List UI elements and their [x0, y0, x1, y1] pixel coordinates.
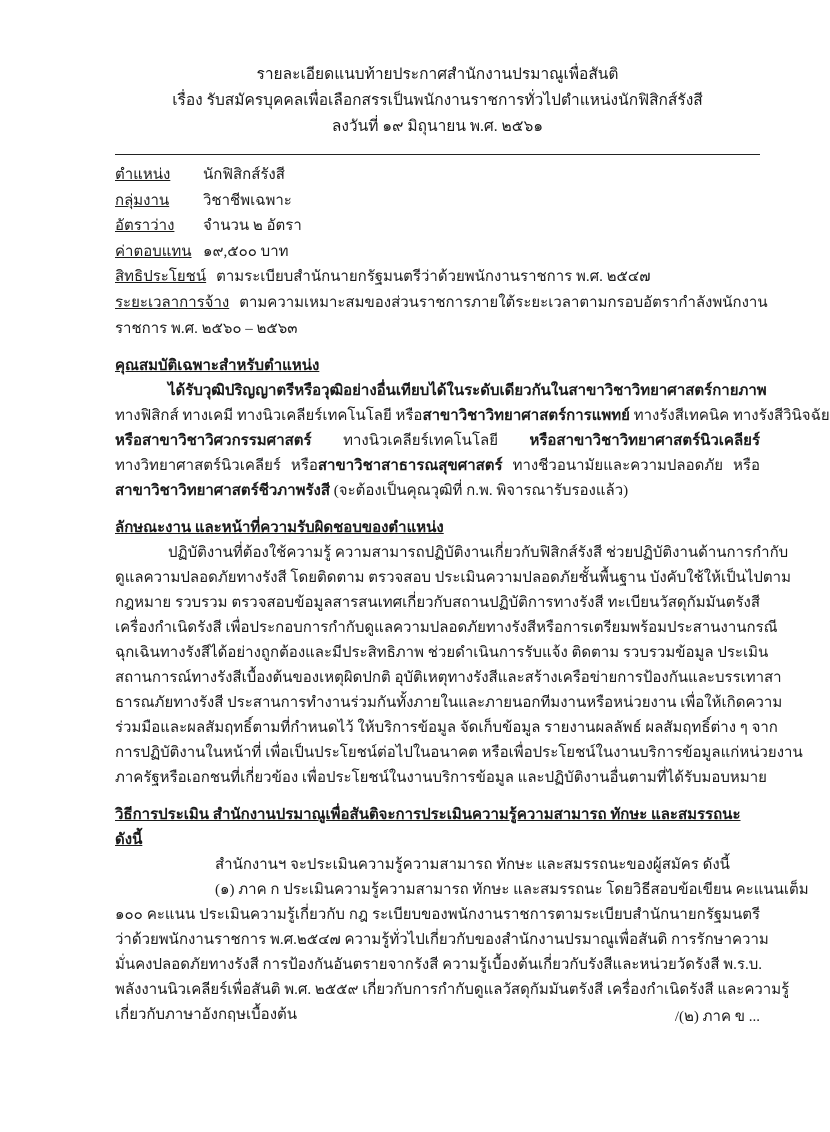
text-segment: กฎหมาย รวบรวม ตรวจสอบข้อมูลสารสนเทศเกี่ยวกับสถานปฏิบัติการทางรังสี ทะเบียนวัสดุกัมมันตรังสี	[115, 595, 760, 612]
text-line	[115, 616, 778, 641]
text-segment: ร่วมมือและผลสัมฤทธิ์ตามที่กำหนดไว้ ให้บริการข้อมูล จัดเก็บข้อมูล รายงานผลลัพธ์ ผลสัมฤทธิ์ต่าง ๆ จาก	[115, 720, 778, 737]
field-row	[115, 214, 760, 240]
field-label: ตำแหน่ง	[115, 167, 171, 183]
bold-text: สาขาวิชาวิทยาศาสตร์ชีวภาพรังสี	[115, 483, 331, 500]
continuation-note: /(๒) ภาค ข ...	[674, 1009, 760, 1025]
section-heading: คุณสมบัติเฉพาะสำหรับตำแหน่ง	[115, 358, 320, 375]
field-value: ตามความเหมาะสมของส่วนราชการภายใต้ระยะเวลาตามกรอบอัตรากำลังพนักงาน	[239, 294, 768, 311]
text-line	[115, 454, 760, 479]
bold-text: สาขาวิชาวิทยาศาสตร์การแพทย์	[422, 408, 630, 425]
bold-text: หรือสาขาวิชาวิทยาศาสตร์นิวเคลียร์	[529, 433, 760, 450]
bold-text: ได้รับวุฒิปริญญาตรีหรือวุฒิอย่างอื่นเทียบได้ในระดับเดียวกันในสาขาวิชาวิทยาศาสตร์กายภาพ	[168, 383, 767, 400]
divider	[115, 154, 760, 155]
text-line	[115, 379, 767, 404]
field-label: ค่าตอบแทน	[115, 243, 192, 260]
field-label: อัตราว่าง	[115, 218, 175, 235]
text-line	[115, 928, 769, 953]
title-line-1: รายละเอียดแนบท้ายประกาศสำนักงานปรมาณูเพื่อสันติ	[256, 66, 619, 83]
field-row	[115, 163, 760, 189]
text-segment: ทางชีวอนามัยและความปลอดภัย หรือ	[502, 458, 760, 475]
text-segment: ๑๐๐ คะแนน ประเมินความรู้เกี่ยวกับ กฎ ระเบียบของพนักงานราชการตามระเบียบสำนักนายกรัฐมนตรี	[115, 907, 760, 924]
text-line	[115, 404, 830, 429]
text-segment: การปฏิบัติงานในหน้าที่ เพื่อเป็นประโยชน์ต่อไปในอนาคต หรือเพื่อประโยชน์ในงานบริการข้อมูลแก่หน่วยงาน	[115, 745, 803, 762]
text-segment: เกี่ยวกับภาษาอังกฤษเบื้องต้น	[115, 1007, 298, 1024]
text-line	[115, 1003, 760, 1028]
text-segment: ดูแลความปลอดภัยทางรังสี โดยติดตาม ตรวจสอบ ประเมินความปลอดภัยชั้นพื้นฐาน บังคับใช้ให้เป็นไปตาม	[115, 570, 791, 587]
section	[115, 516, 803, 791]
text-segment: ทางนิวเคลียร์เทคโนโลยี	[311, 433, 530, 450]
text-line	[115, 666, 782, 691]
field-duration-cont: ราชการ พ.ศ. ๒๕๖๐ – ๒๕๖๓	[115, 320, 298, 337]
text-line	[115, 541, 789, 566]
field-value: วิชาชีพเฉพาะ	[203, 192, 292, 209]
text-segment: ทางวิทยาศาสตร์นิวเคลียร์ หรือ	[115, 458, 318, 475]
field-row	[115, 189, 760, 215]
field-row	[115, 240, 760, 266]
section-intro: สำนักงานฯ จะประเมินความรู้ความสามารถ ทักษะ และสมรรถนะของผู้สมัคร ดังนี้	[215, 857, 730, 874]
field-label: กลุ่มงาน	[115, 192, 170, 209]
text-segment: ปฏิบัติงานที่ต้องใช้ความรู้ ความสามารถปฏิบัติงานเกี่ยวกับฟิสิกส์รังสี ช่วยปฏิบัติงานด้านการกำกับ	[168, 545, 789, 562]
text-line	[115, 429, 760, 454]
section-heading: วิธีการประเมิน สำนักงานปรมาณูเพื่อสันติจะการประเมินความรู้ความสามารถ ทักษะ และสมรรถนะ ดังนี้	[115, 807, 741, 849]
field-value: ๑๙,๕๐๐ บาท	[203, 243, 289, 260]
text-line	[115, 766, 767, 791]
title-line-3: ลงวันที่ ๑๙ มิถุนายน พ.ศ. ๒๕๖๑	[331, 118, 544, 135]
field-duration	[115, 291, 768, 317]
sections	[115, 354, 830, 1028]
section	[115, 354, 830, 504]
text-line	[115, 691, 783, 716]
text-segment: เครื่องกำเนิดรังสี เพื่อประกอบการกำกับดูแลความปลอดภัยทางรังสีหรือการเตรียมพร้อมประสานงานกรณี	[115, 620, 778, 637]
text-line	[115, 591, 760, 616]
text-segment: ทางฟิสิกส์ ทางเคมี ทางนิวเคลียร์เทคโนโลยี หรือ	[115, 408, 423, 425]
bold-text: หรือสาขาวิชาวิศวกรรมศาสตร์	[115, 433, 312, 450]
field-label: ระยะเวลาการจ้าง	[115, 294, 230, 311]
field-value: ตามระเบียบสำนักนายกรัฐมนตรีว่าด้วยพนักงานราชการ พ.ศ. ๒๕๔๗	[216, 269, 651, 286]
bold-text: สาขาวิชาสาธารณสุขศาสตร์	[317, 458, 503, 475]
text-segment: พลังงานนิวเคลียร์เพื่อสันติ พ.ศ. ๒๕๕๙ เกี่ยวกับการกำกับดูแลวัสดุกัมมันตรังสี เครื่องกำเนิดรังสี และความรู้	[115, 982, 790, 999]
text-line	[115, 903, 760, 928]
title-line-2: เรื่อง รับสมัครบุคคลเพื่อเลือกสรรเป็นพนักงานราชการทั่วไปตำแหน่งนักฟิสิกส์รังสี	[172, 92, 703, 109]
text-segment: (๑) ภาค ก ประเมินความรู้ความสามารถ ทักษะ และสมรรถนะ โดยวิธีสอบข้อเขียน คะแนนเต็ม	[215, 882, 809, 899]
section-heading: ลักษณะงาน และหน้าที่ความรับผิดชอบของตำแหน่ง	[115, 520, 444, 537]
text-segment: ภาครัฐหรือเอกชนที่เกี่ยวข้อง เพื่อประโยชน์ในงานบริการข้อมูล และปฏิบัติงานอื่นตามที่ได้รับมอบหมาย	[115, 770, 767, 787]
text-segment: ว่าด้วยพนักงานราชการ พ.ศ.๒๕๔๗ ความรู้ทั่วไปเกี่ยวกับของสำนักงานปรมาณูเพื่อสันติ การรักษาความ	[115, 932, 769, 949]
job-fields	[115, 163, 760, 291]
text-line	[115, 878, 809, 903]
section	[115, 803, 809, 1028]
text-line	[115, 741, 803, 766]
text-line	[115, 641, 769, 666]
text-segment: มั่นคงปลอดภัยทางรังสี การป้องกันอันตรายจากรังสี ความรู้เบื้องต้นเกี่ยวกับรังสีและหน่วยวัดรังสี พ.ร.บ.	[115, 957, 762, 974]
document-title	[115, 62, 760, 140]
text-segment: ฉุกเฉินทางรังสีได้อย่างถูกต้องและมีประสิทธิภาพ ช่วยดำเนินการรับแจ้ง ติดตาม รวบรวมข้อมูล ประเมิน	[115, 645, 769, 662]
text-line	[115, 566, 791, 591]
text-line	[115, 716, 778, 741]
field-value: จำนวน ๒ อัตรา	[203, 218, 302, 235]
text-line	[115, 953, 760, 978]
text-segment: ทางรังสีเทคนิค ทางรังสีวินิจฉัย	[629, 408, 830, 425]
field-label: สิทธิประโยชน์	[115, 269, 207, 286]
text-line	[115, 479, 760, 504]
field-value: นักฟิสิกส์รังสี	[203, 167, 285, 183]
text-segment: (จะต้องเป็นคุณวุฒิที่ ก.พ. พิจารณารับรองแล้ว)	[330, 483, 629, 500]
text-segment: ธารณภัยทางรังสี ประสานการทำงานร่วมกันทั้งภายในและภายนอกทีมงานหรือหน่วยงาน เพื่อให้เกิดความ	[115, 695, 783, 712]
document-page	[115, 62, 830, 1028]
text-line	[115, 978, 790, 1003]
field-row	[115, 265, 760, 291]
text-segment: สถานการณ์ทางรังสีเบื้องต้นของเหตุผิดปกติ อุบัติเหตุทางรังสีและสร้างเครือข่ายการป้องกันและบรรเทาสา	[115, 670, 782, 687]
